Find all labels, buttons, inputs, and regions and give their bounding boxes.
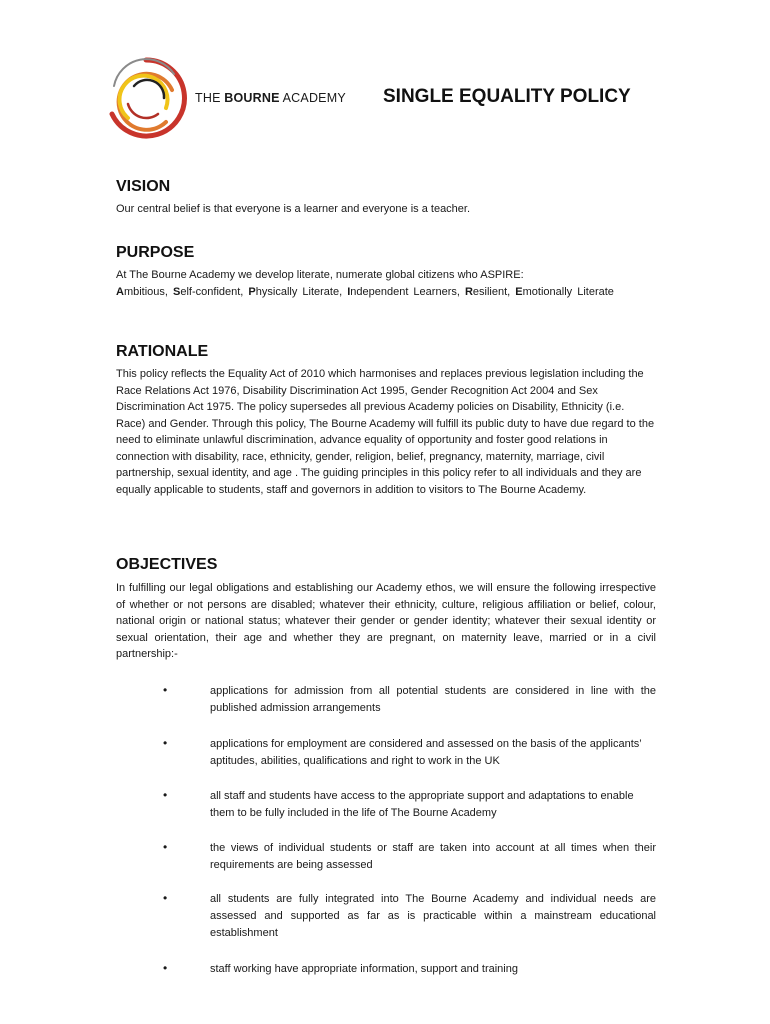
objectives-heading: OBJECTIVES [116,556,218,573]
vision-heading: VISION [116,178,171,195]
objective-item: applications for admission from all potential students are considered in line with the published admission arrangements [210,685,656,714]
objective-item: staff working have appropriate information, support and training [210,963,518,975]
purpose-line: At The Bourne Academy we develop literate, numerate global citizens who ASPIRE: [116,269,524,281]
brand-name: THE BOURNE ACADEMY [195,91,346,105]
bullet-icon: • [163,736,168,750]
objective-item: the views of individual students or staff are taken into account at all times when their requirements are being assessed [210,842,656,871]
bourne-academy-logo [104,56,188,140]
bullet-icon: • [163,788,168,802]
page-title: SINGLE EQUALITY POLICY [383,86,631,107]
objective-item: all students are fully integrated into The Bourne Academy and individual needs are assessed and supported as far as is practicable within a mainstream educational establishment [210,893,656,939]
vision-text: Our central belief is that everyone is a learner and everyone is a teacher. [116,203,471,215]
bullet-icon: • [163,961,168,975]
purpose-heading: PURPOSE [116,244,195,261]
aspire-list: Ambitious, Self-confident, Physically Literate, Independent Learners, Resilient, Emotionally Literate [116,285,614,298]
objective-item: all staff and students have access to the appropriate support and adaptations to enable them to be fully included in the life of The Bourne Academy [210,790,634,819]
purpose-text [116,267,656,300]
rationale-text: This policy reflects the Equality Act of 2010 which harmonises and replaces previous legislation including the Race Relations Act 1976, Disability Discrimination Act 1995, Gender Recognition Act 2004 and Sex Discrimination Act 1975. The policy supersedes all previous Academy policies on Disability, Ethnicity (i.e. Race) and Gender. Through this policy, The Bourne Academy will fulfill its public duty to have due regard to the need to eliminate unlawful discrimination, advance equality of opportunity and foster good relations in connection with disability, race, ethnicity, gender, religion, belief, pregnancy, maternity, marriage, civil partnership, sexual identity, and age . The guiding principles in this policy refer to all individuals and they are equally applicable to students, staff and governors in addition to visitors to The Bourne Academy. [116,368,655,496]
bullet-icon: • [163,891,168,905]
objectives-text: In fulfilling our legal obligations and establishing our Academy ethos, we will ensure the following irrespective of whether or not persons are disabled; whatever their ethnicity, culture, religious affiliation or belief, colour, national origin or national status; whatever their gender or gender identity; whatever their sexual identity or sexual orientation, their age and whether they are pregnant, on maternity leave, married or in a civil partnership:- [116,582,656,660]
bullet-icon: • [163,683,168,697]
bullet-icon: • [163,840,168,854]
rationale-heading: RATIONALE [116,343,209,360]
objective-item: applications for employment are considered and assessed on the basis of the applicants’ aptitudes, abilities, qualifications and right to work in the UK [210,738,642,767]
